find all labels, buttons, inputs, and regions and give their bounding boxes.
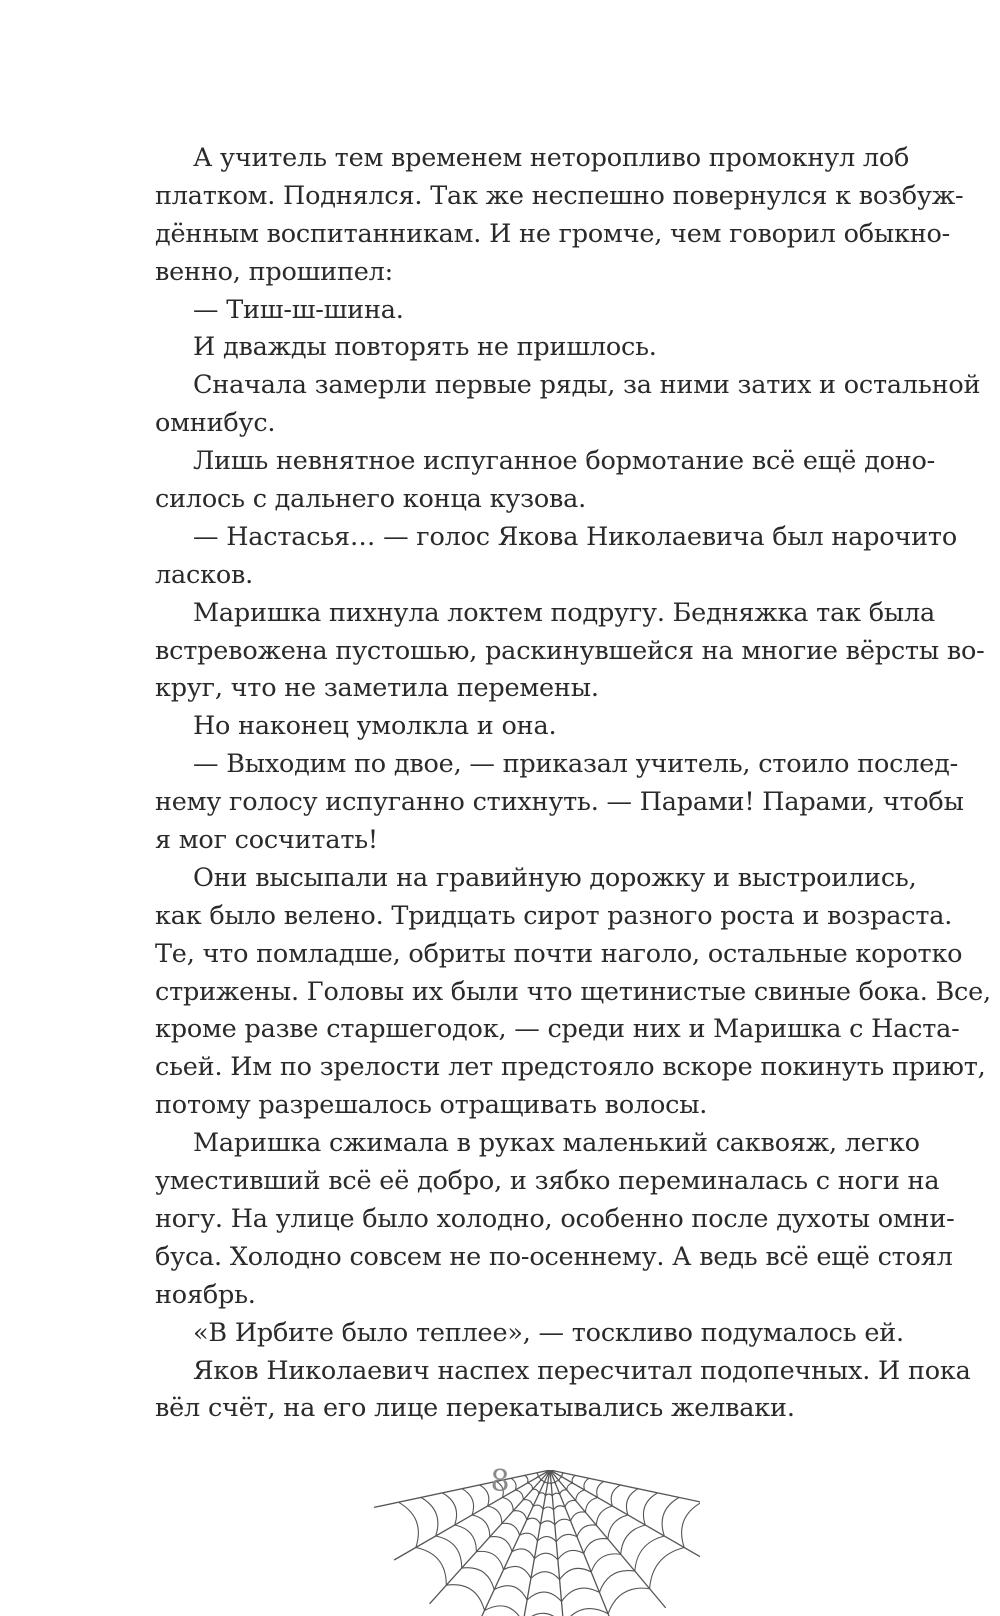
text-line: силось с дальнего конца кузова. (155, 484, 587, 515)
text-line: «В Ирбите было теплее», — тоскливо подумалось ей. (193, 1317, 904, 1348)
text-line: Сначала замерли первые ряды, за ними затих и остальной (193, 370, 981, 401)
body-text (155, 140, 991, 1428)
text-line: потому разрешалось отращивать волосы. (155, 1090, 708, 1121)
text-line: Те, что помладше, обриты почти наголо, остальные коротко (155, 938, 963, 969)
text-line: стрижены. Головы их были что щетинистые свиные бока. Все, (155, 976, 991, 1007)
text-line: омнибус. (155, 408, 276, 439)
text-line: И дважды повторять не пришлось. (193, 332, 657, 363)
text-line: Маришка пихнула локтем подругу. Бедняжка так была (193, 597, 935, 628)
text-line: Лишь невнятное испуганное бормотание всё ещё доно- (193, 446, 936, 477)
text-line: — Тиш-ш-шина. (193, 294, 404, 325)
text-line: — Выходим по двое, — приказал учитель, стоило послед- (193, 749, 959, 780)
text-line: ласков. (155, 559, 254, 590)
text-line: вёл счёт, на его лице перекатывались желваки. (155, 1393, 795, 1424)
text-line: я мог сосчитать! (155, 825, 378, 856)
text-line: венно, прошипел: (155, 256, 394, 287)
text-line: уместивший всё её добро, и зябко переминалась с ноги на (155, 1166, 940, 1197)
text-line: сьей. Им по зрелости лет предстояло вскоре покинуть приют, (155, 1052, 986, 1083)
text-line: ноябрь. (155, 1279, 256, 1310)
text-line: как было велено. Тридцать сирот разного роста и возраста. (155, 900, 953, 931)
text-line: дённым воспитанникам. И не громче, чем говорил обыкно- (155, 218, 951, 249)
text-line: А учитель тем временем неторопливо промокнул лоб (193, 143, 910, 173)
text-line: круг, что не заметила перемены. (155, 673, 599, 704)
text-line: Маришка сжимала в руках маленький саквояж, легко (193, 1128, 920, 1159)
text-line: платком. Поднялся. Так же неспешно повернулся к возбуж- (155, 180, 964, 211)
text-line: кроме разве старшегодок, — среди них и Маришка с Наста- (155, 1014, 960, 1045)
text-line: — Настасья… — голос Якова Николаевича был нарочито (193, 521, 957, 552)
text-line: встревожена пустошью, раскинувшейся на многие вёрсты во- (155, 635, 985, 666)
text-line: нему голосу испуганно стихнуть. — Парами! Парами, чтобы (155, 787, 964, 818)
text-line: Они высыпали на гравийную дорожку и выстроились, (193, 862, 917, 893)
text-line: ногу. На улице было холодно, особенно после духоты омни- (155, 1203, 955, 1234)
text-line: Но наконец умолкла и она. (193, 711, 557, 742)
text-line: буса. Холодно совсем не по-осеннему. А ведь всё ещё стоял (155, 1241, 953, 1272)
page-number: 8 (490, 1464, 510, 1499)
text-line: Яков Николаевич наспех пересчитал подопечных. И пока (193, 1355, 971, 1386)
